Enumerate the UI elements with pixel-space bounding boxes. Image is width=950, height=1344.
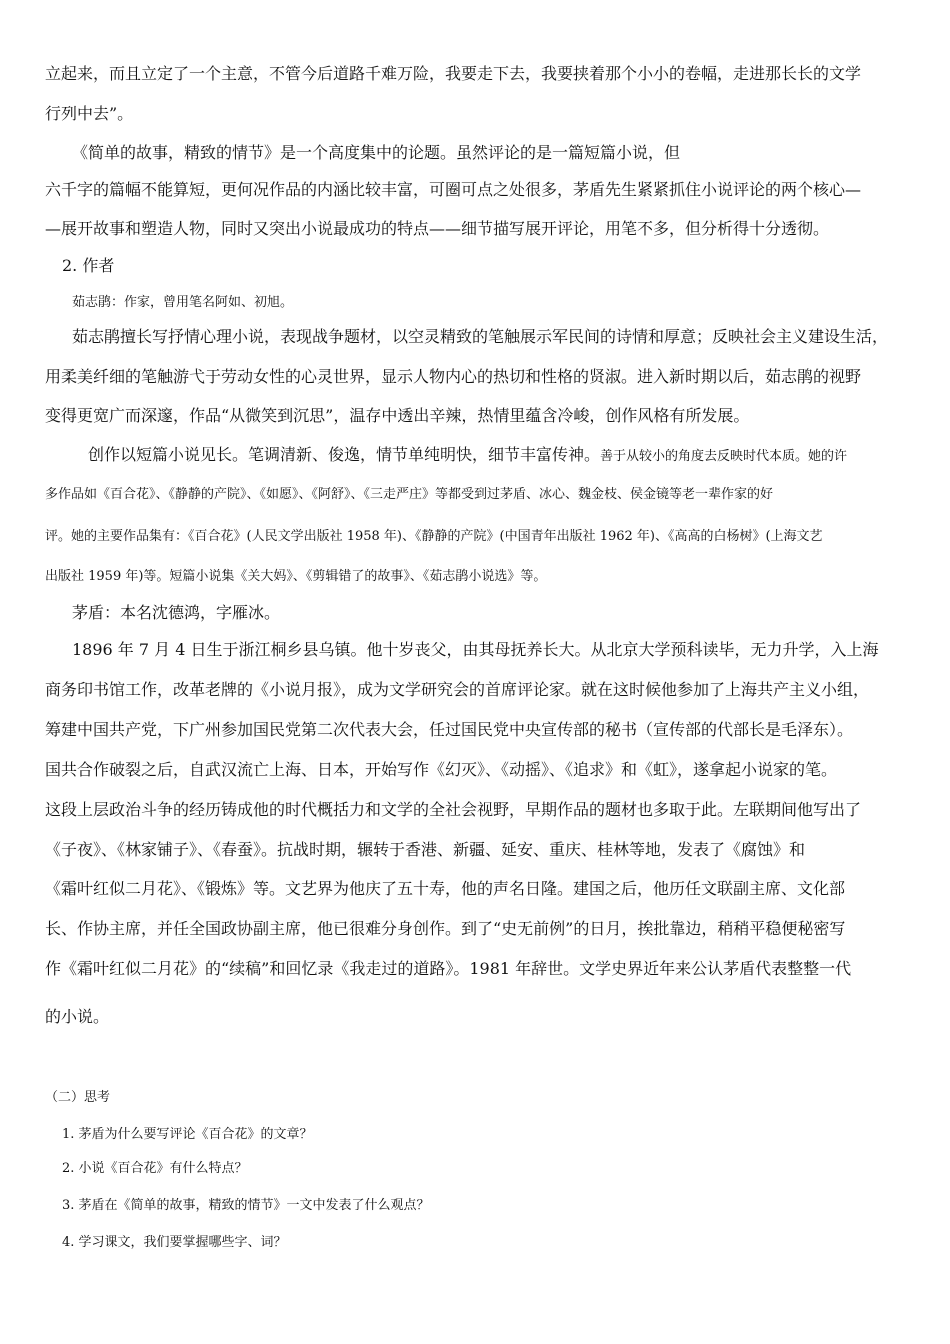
text-line: 《简单的故事，精致的情节》是一个高度集中的论题。虽然评论的是一篇短篇小说，但 [72,143,681,162]
text-line: 用柔美纤细的笔触游弋于劳动女性的心灵世界，显示人物内心的热切和性格的贤淑。进入新时期以后，茹志鹃的视野 [45,367,862,386]
text-run: 创作以短篇小说见长。笔调清新、俊逸，情节单纯明快，细节丰富传神。 [88,445,601,464]
text-line: 筹建中国共产党，下广州参加国民党第二次代表大会，任过国民党中央宣传部的秘书（宣传部的代部长是毛泽东）。 [45,720,854,739]
text-line: 茹志鹃擅长写抒情心理小说，表现战争题材，以空灵精致的笔触展示军民间的诗情和厚意；反映社会主义建设生活， [72,327,889,346]
text-line: —展开故事和塑造人物，同时又突出小说最成功的特点——细节描写展开评论，用笔不多，但分析得十分透彻。 [45,219,830,238]
text-line: 立起来，而且立定了一个主意，不管今后道路千难万险，我要走下去，我要挟着那个小小的卷幅，走进那长长的文学 [45,64,862,83]
text-line: 国共合作破裂之后，自武汉流亡上海、日本，开始写作《幻灭》、《动摇》、《追求》和《虹》，遂拿起小说家的笔。 [45,760,838,779]
question-item: 4. 学习课文，我们要掌握哪些字、词？ [62,1235,287,1250]
question-item: 3. 茅盾在《简单的故事，精致的情节》一文中发表了什么观点？ [62,1198,430,1213]
question-item: 2. 小说《百合花》有什么特点？ [62,1161,248,1176]
text-line: 1896 年 7 月 4 日生于浙江桐乡县乌镇。他十岁丧父，由其母抚养长大。从北京大学预科读毕，无力升学，入上海 [72,640,879,659]
text-line: 《霜叶红似二月花》、《锻炼》等。文艺界为他庆了五十寿，他的声名日隆。建国之后，他历任文联副主席、文化部 [45,879,846,898]
text-line: 商务印书馆工作，改革老牌的《小说月报》，成为文学研究会的首席评论家。就在这时候他参加了上海共产主义小组， [45,680,870,699]
text-line: 这段上层政治斗争的经历铸成他的时代概括力和文学的全社会视野，早期作品的题材也多取于此。左联期间他写出了 [45,800,862,819]
text-line: 六千字的篇幅不能算短，更何况作品的内涵比较丰富，可圈可点之处很多，茅盾先生紧紧抓住小说评论的两个核心— [45,180,862,199]
text-line [88,445,847,467]
question-item: 1. 茅盾为什么要写评论《百合花》的文章？ [62,1127,313,1142]
section-heading: 2. 作者 [62,256,115,275]
text-line: 的小说。 [45,1007,110,1026]
text-line: 茹志鹃：作家，曾用笔名阿如、初旭。 [72,295,294,310]
text-line: 《子夜》、《林家铺子》、《春蚕》。抗战时期，辗转于香港、新疆、延安、重庆、桂林等地，发表了《腐蚀》和 [45,840,806,859]
text-line: 作《霜叶红似二月花》的“续稿”和回忆录《我走过的道路》。1981 年辞世。文学史界近年来公认茅盾代表整整一代 [45,959,852,978]
section-heading: （二）思考 [45,1090,111,1105]
text-line: 行列中去”。 [45,104,134,123]
text-line: 出版社 1959 年)等。短篇小说集《关大妈》、《剪辑错了的故事》、《茹志鹃小说选》等。 [45,569,547,584]
text-line: 长、作协主席，并任全国政协副主席，他已很难分身创作。到了“史无前例”的日月，挨批靠边，稍稍平稳便秘密写 [45,919,846,938]
text-line: 多作品如《百合花》、《静静的产院》、《如愿》、《阿舒》、《三走严庄》等都受到过茅盾、冰心、魏金枝、侯金镜等老一辈作家的好 [45,487,774,502]
text-run: 善于从较小的角度去反映时代本质。她的许 [600,449,848,464]
text-line: 变得更宽广而深邃，作品“从微笑到沉思”，温存中透出辛辣，热情里蕴含冷峻，创作风格有所发展。 [45,406,750,425]
text-line: 茅盾：本名沈德鸿，字雁冰。 [72,603,281,622]
text-line: 评。她的主要作品集有：《百合花》(人民文学出版社 1958 年)、《静静的产院》(中国青年出版社 1962 年)、《高高的白杨树》(上海文艺 [45,529,823,544]
